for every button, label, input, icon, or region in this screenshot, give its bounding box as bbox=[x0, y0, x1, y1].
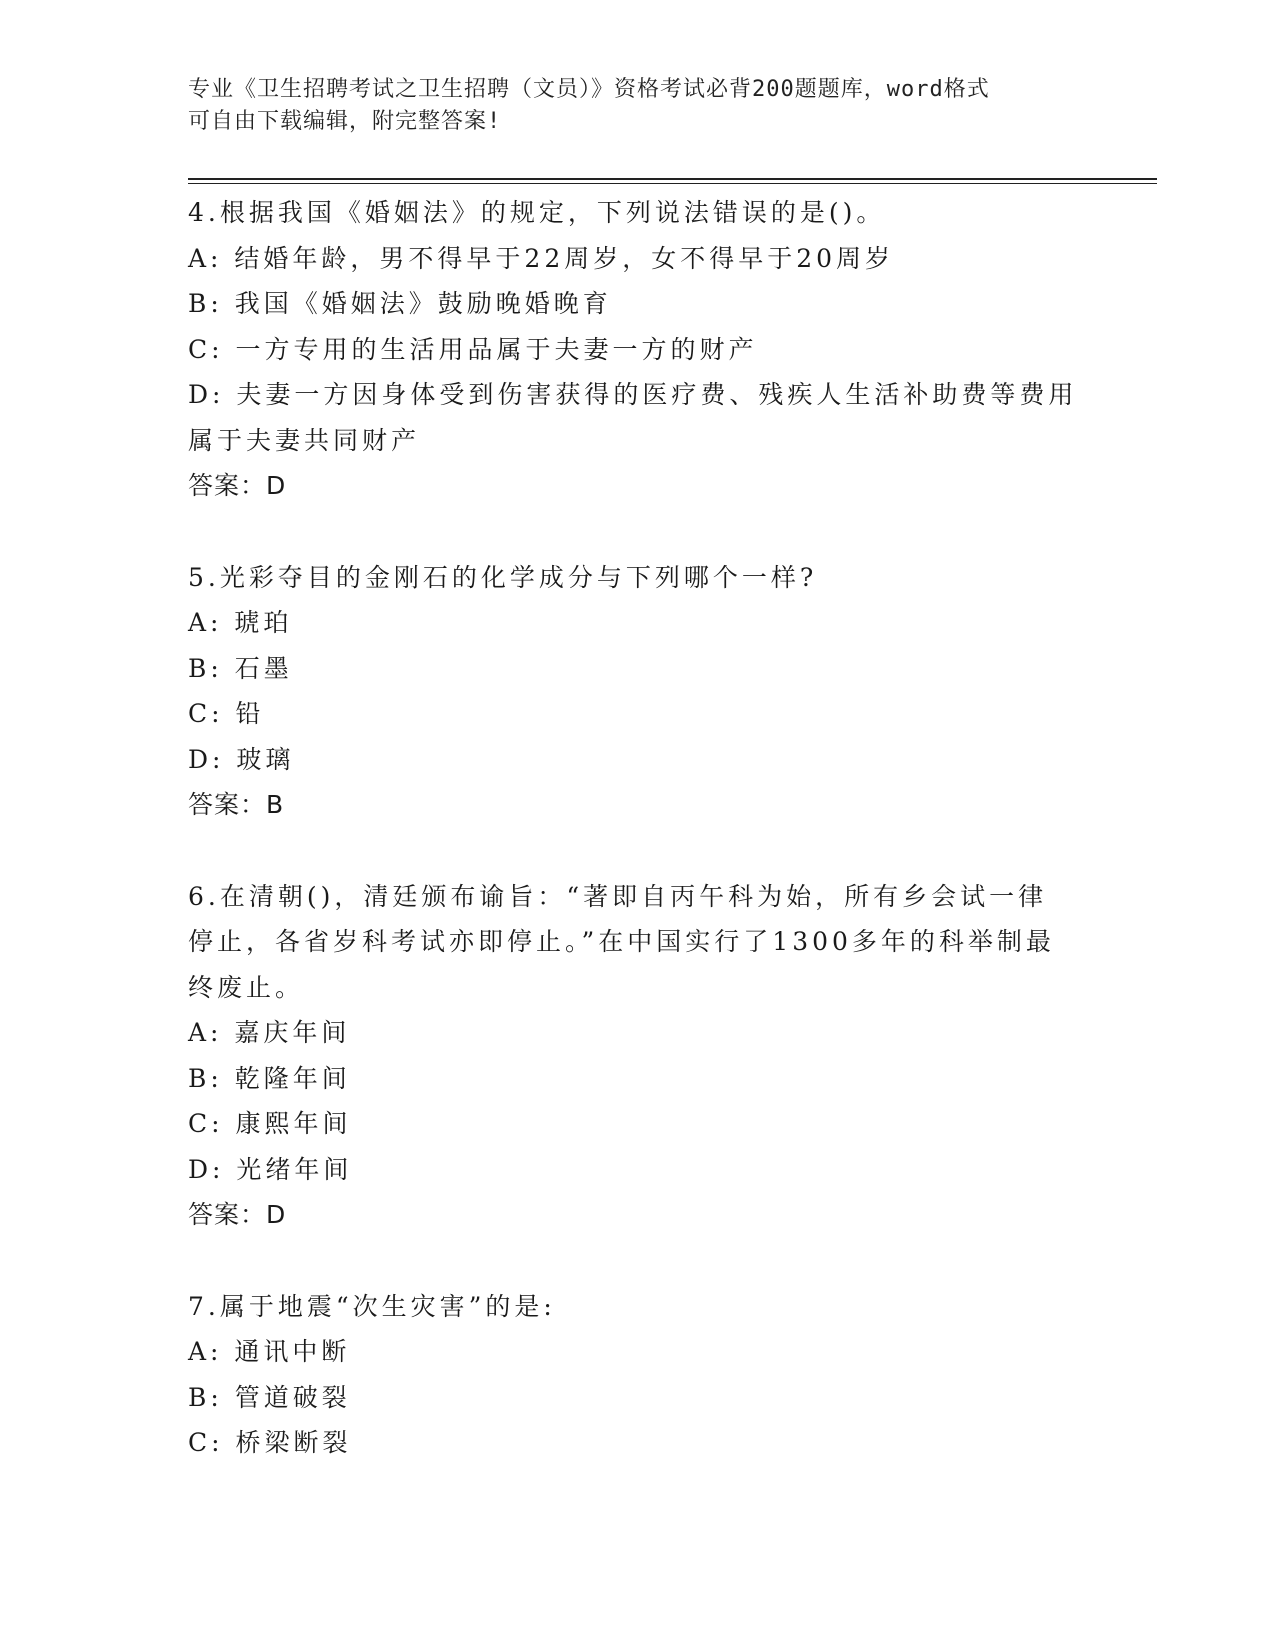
option-d: D: 玻璃 bbox=[188, 744, 295, 774]
header-divider-thin bbox=[188, 183, 1157, 184]
spacer bbox=[188, 509, 1088, 555]
question-block bbox=[188, 874, 1088, 1238]
option-b: B: 我国《婚姻法》鼓励晚婚晚育 bbox=[188, 289, 612, 318]
spacer bbox=[188, 1238, 1088, 1284]
option-b: B: 乾隆年间 bbox=[188, 1063, 351, 1093]
question-block bbox=[188, 555, 1088, 828]
answer-text: 答案：B bbox=[188, 790, 285, 819]
answer-text: 答案：D bbox=[188, 1200, 287, 1229]
option-a: A: 结婚年龄，男不得早于22周岁，女不得早于20周岁 bbox=[188, 243, 895, 273]
option-d: D: 夫妻一方因身体受到伤害获得的医疗费、残疾人生活补助费等费用 bbox=[188, 380, 1078, 409]
option-b: B: 管道破裂 bbox=[188, 1382, 351, 1412]
question-text: 7.属于地震“次生灾害”的是: bbox=[188, 1291, 556, 1321]
option-d-continued: 属于夫妻共同财产 bbox=[188, 425, 421, 455]
question-text-continued: 停止，各省岁科考试亦即停止。”在中国实行了1300多年的科举制最 bbox=[188, 927, 1055, 956]
header-line-1: 专业《卫生招聘考试之卫生招聘（文员）》资格考试必背200题题库，word格式 bbox=[188, 77, 990, 102]
option-a: A: 通讯中断 bbox=[188, 1337, 351, 1366]
question-text-continued: 终废止。 bbox=[188, 972, 305, 1002]
question-block bbox=[188, 190, 1088, 509]
question-block bbox=[188, 1284, 1088, 1466]
question-list bbox=[188, 190, 1088, 1466]
option-c: C: 铅 bbox=[188, 699, 265, 728]
spacer bbox=[188, 828, 1088, 874]
option-c: C: 康熙年间 bbox=[188, 1109, 352, 1138]
question-text: 6.在清朝()，清廷颁布谕旨：“著即自丙午科为始，所有乡会试一律 bbox=[188, 881, 1048, 911]
answer-text: 答案：D bbox=[188, 471, 287, 500]
document-header bbox=[188, 74, 1088, 138]
option-d: D: 光绪年间 bbox=[188, 1154, 353, 1184]
question-text: 5.光彩夺目的金刚石的化学成分与下列哪个一样? bbox=[188, 562, 818, 592]
header-line-2: 可自由下载编辑，附完整答案! bbox=[188, 109, 502, 134]
option-a: A: 嘉庆年间 bbox=[188, 1018, 351, 1047]
option-c: C: 桥梁断裂 bbox=[188, 1428, 352, 1457]
header-divider bbox=[188, 178, 1157, 180]
option-c: C: 一方专用的生活用品属于夫妻一方的财产 bbox=[188, 334, 758, 364]
option-a: A: 琥珀 bbox=[188, 608, 293, 637]
question-text: 4.根据我国《婚姻法》的规定，下列说法错误的是()。 bbox=[188, 198, 886, 227]
option-b: B: 石墨 bbox=[188, 653, 293, 683]
